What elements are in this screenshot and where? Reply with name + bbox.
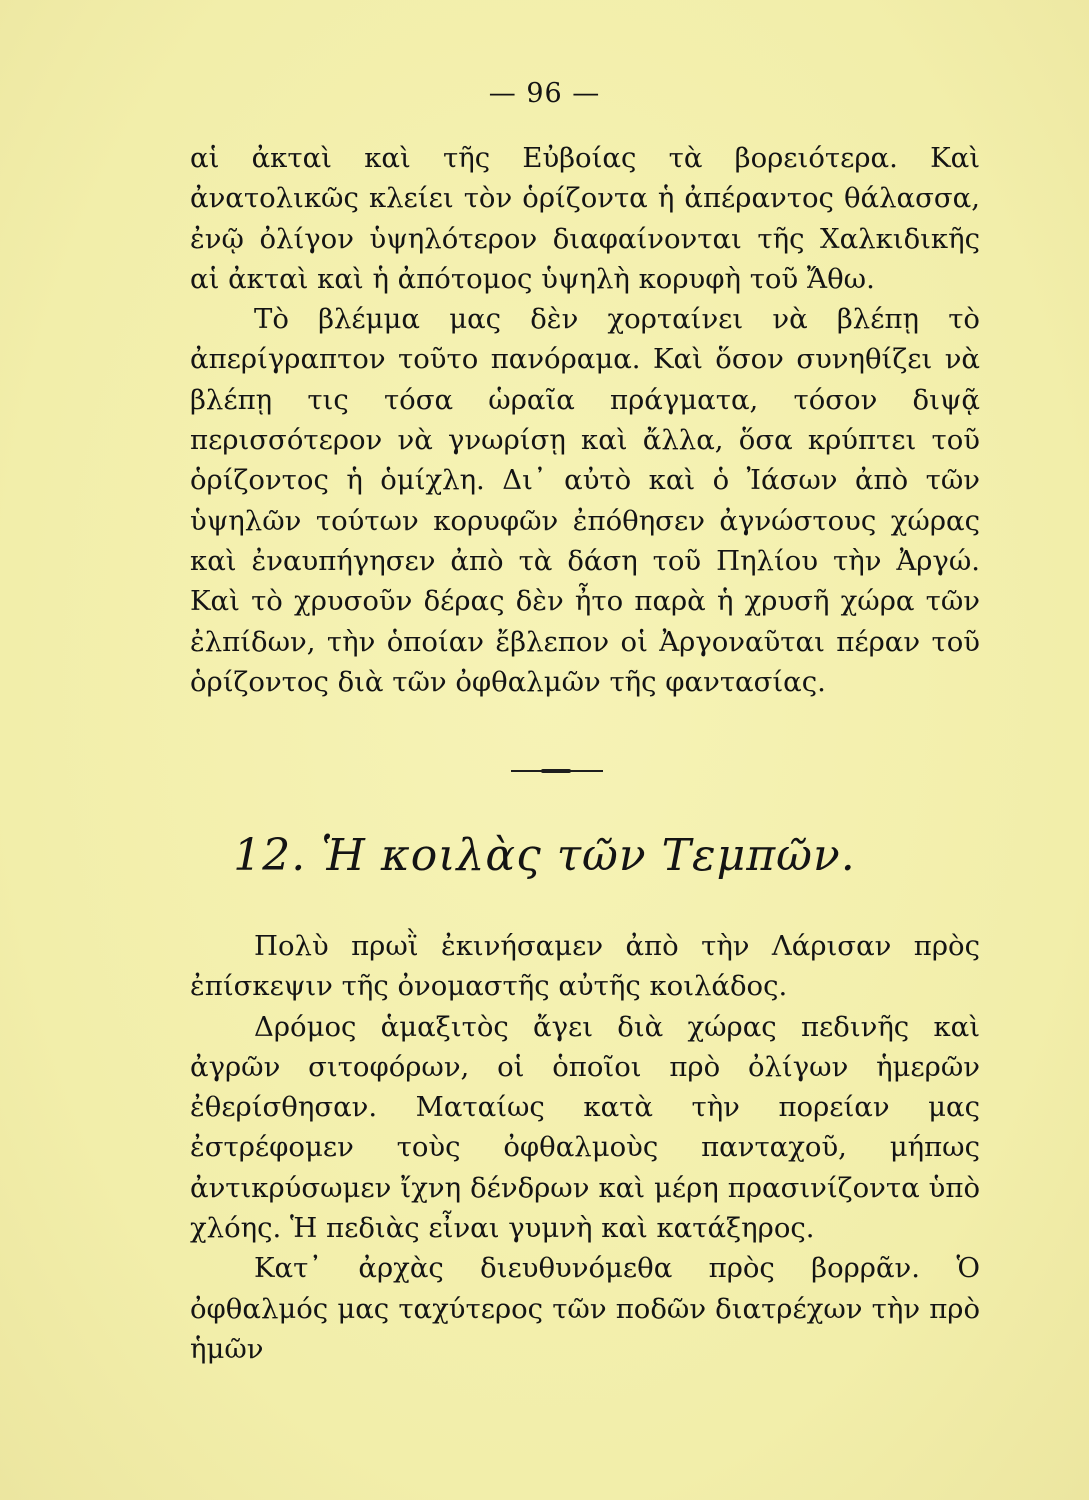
paragraph: Τὸ βλέμμα μας δὲν χορταίνει νὰ βλέπῃ τὸ ἀπερίγραπτον τοῦτο πανόραμα. Καὶ ὅσον συνηθίζει νὰ βλέπῃ τις τόσα ὡραῖα πράγματα, τόσον διψᾷ περισσότερον νὰ γνωρίσῃ καὶ ἄλλα, ὅσα κρύπτει τοῦ ὁρίζοντος ἡ ὁμίχλη. Δι᾿ αὐτὸ καὶ ὁ Ἰάσων ἀπὸ τῶν ὑψηλῶν τούτων κορυφῶν ἐπόθησεν ἀγνώστους χώρας καὶ ἐναυπήγησεν ἀπὸ τὰ δάση τοῦ Πηλίου τὴν Ἀργώ. Καὶ τὸ χρυσοῦν δέρας δὲν ἦτο παρὰ ἡ χρυσῆ χώρα τῶν ἐλπίδων, τὴν ὁποίαν ἔβλεπον οἱ Ἀργοναῦται πέραν τοῦ ὁρίζοντος διὰ τῶν ὀφθαλμῶν τῆς φαντασίας. bbox=[190, 303, 980, 698]
paragraph: Κατ᾿ ἀρχὰς διευθυνόμεθα πρὸς βορρᾶν. Ὁ ὀφθαλμός μας ταχύτερος τῶν ποδῶν διατρέχων τὴν πρὸ ἡμῶν bbox=[190, 1252, 980, 1365]
page-number: — 96 — bbox=[488, 78, 601, 109]
paragraph: αἱ ἀκταὶ καὶ τῆς Εὐβοίας τὰ βορειότερα. Καὶ ἀνατολικῶς κλείει τὸν ὁρίζοντα ἡ ἀπέραντος θάλασσα, ἐνῷ ὀλίγον ὑψηλότερον διαφαίνονται τῆς Χαλκιδικῆς αἱ ἀκταὶ καὶ ἡ ἀπότομος ὑψηλὴ κορυφὴ τοῦ Ἄθω. bbox=[190, 142, 980, 295]
paragraph: Δρόμος ἁμαξιτὸς ἄγει διὰ χώρας πεδινῆς καὶ ἀγρῶν σιτοφόρων, οἱ ὁποῖοι πρὸ ὀλίγων ἡμερῶν ἐθερίσθησαν. Ματαίως κατὰ τὴν πορείαν μας ἐστρέφομεν τοὺς ὀφθαλμοὺς πανταχοῦ, μήπως ἀντικρύσωμεν ἴχνη δένδρων καὶ μέρη πρασινίζοντα ὑπὸ χλόης. Ἡ πεδιὰς εἶναι γυμνὴ καὶ κατάξηρος. bbox=[190, 1010, 980, 1245]
section-text-top bbox=[190, 138, 980, 702]
paragraph: Πολὺ πρωῒ ἐκινήσαμεν ἀπὸ τὴν Λάρισαν πρὸς ἐπίσκεψιν τῆς ὀνομαστῆς αὐτῆς κοιλάδος. bbox=[190, 930, 980, 1003]
section-divider bbox=[511, 770, 603, 772]
chapter-heading: 12. Ἡ κοιλὰς τῶν Τεμπῶν. bbox=[233, 830, 856, 881]
section-text-bottom bbox=[190, 926, 980, 1369]
